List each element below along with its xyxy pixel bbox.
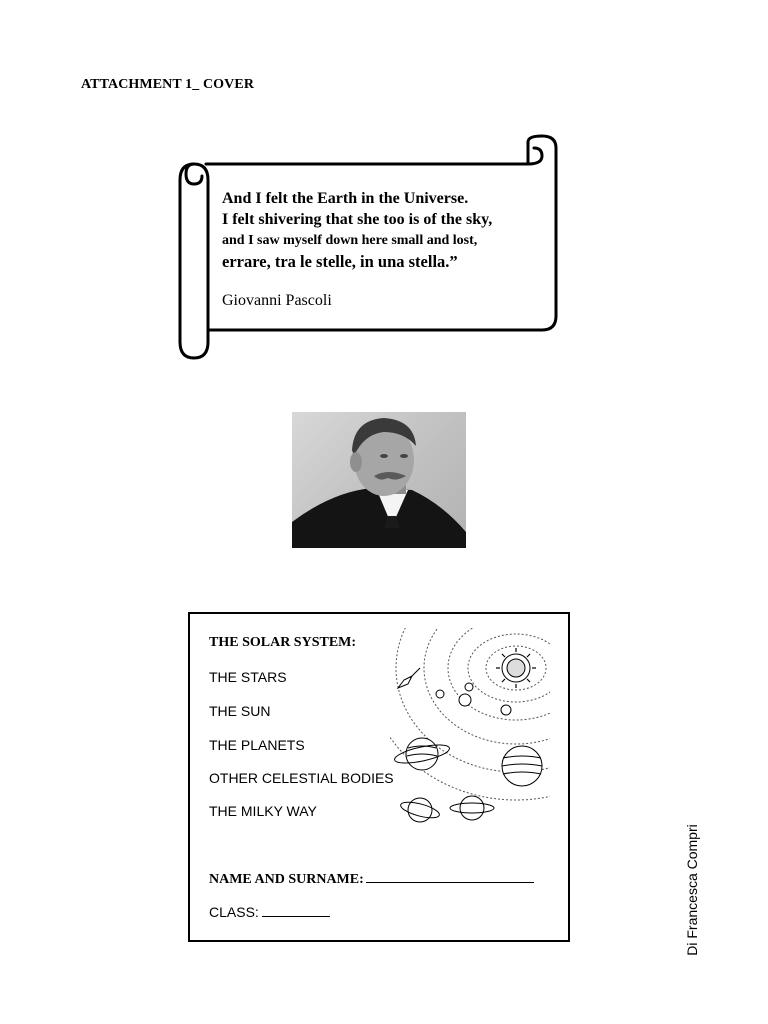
portrait-photo (292, 412, 466, 548)
quote-scroll (176, 134, 560, 362)
topic-sun: THE SUN (209, 703, 271, 719)
name-surname-label: NAME AND SURNAME: (209, 872, 364, 887)
solar-system-box (188, 612, 570, 942)
class-label: CLASS: (209, 904, 259, 920)
quote-line-2: I felt shivering that she too is of the sky, (222, 211, 493, 228)
name-surname-blank (366, 870, 534, 883)
side-credit: Di Francesca Compri (684, 824, 700, 956)
box-title: THE SOLAR SYSTEM: (209, 635, 357, 650)
topic-stars: THE STARS (209, 669, 287, 685)
quote-author: Giovanni Pascoli (222, 292, 332, 309)
page-heading: ATTACHMENT 1_ COVER (81, 77, 255, 92)
quote-line-3: and I saw myself down here small and lost, (222, 233, 478, 248)
topic-planets: THE PLANETS (209, 737, 305, 753)
quote-line-4: errare, tra le stelle, in una stella.” (222, 252, 458, 271)
topic-other-bodies: OTHER CELESTIAL BODIES (209, 770, 394, 786)
name-surname-field (209, 870, 534, 888)
class-blank (262, 904, 330, 917)
class-field (209, 904, 330, 920)
portrait-icon (292, 412, 466, 548)
topic-milky-way: THE MILKY WAY (209, 803, 317, 819)
quote-line-1: And I felt the Earth in the Universe. (222, 190, 469, 207)
quote-text (222, 188, 552, 272)
solar-system-icon (390, 628, 550, 834)
